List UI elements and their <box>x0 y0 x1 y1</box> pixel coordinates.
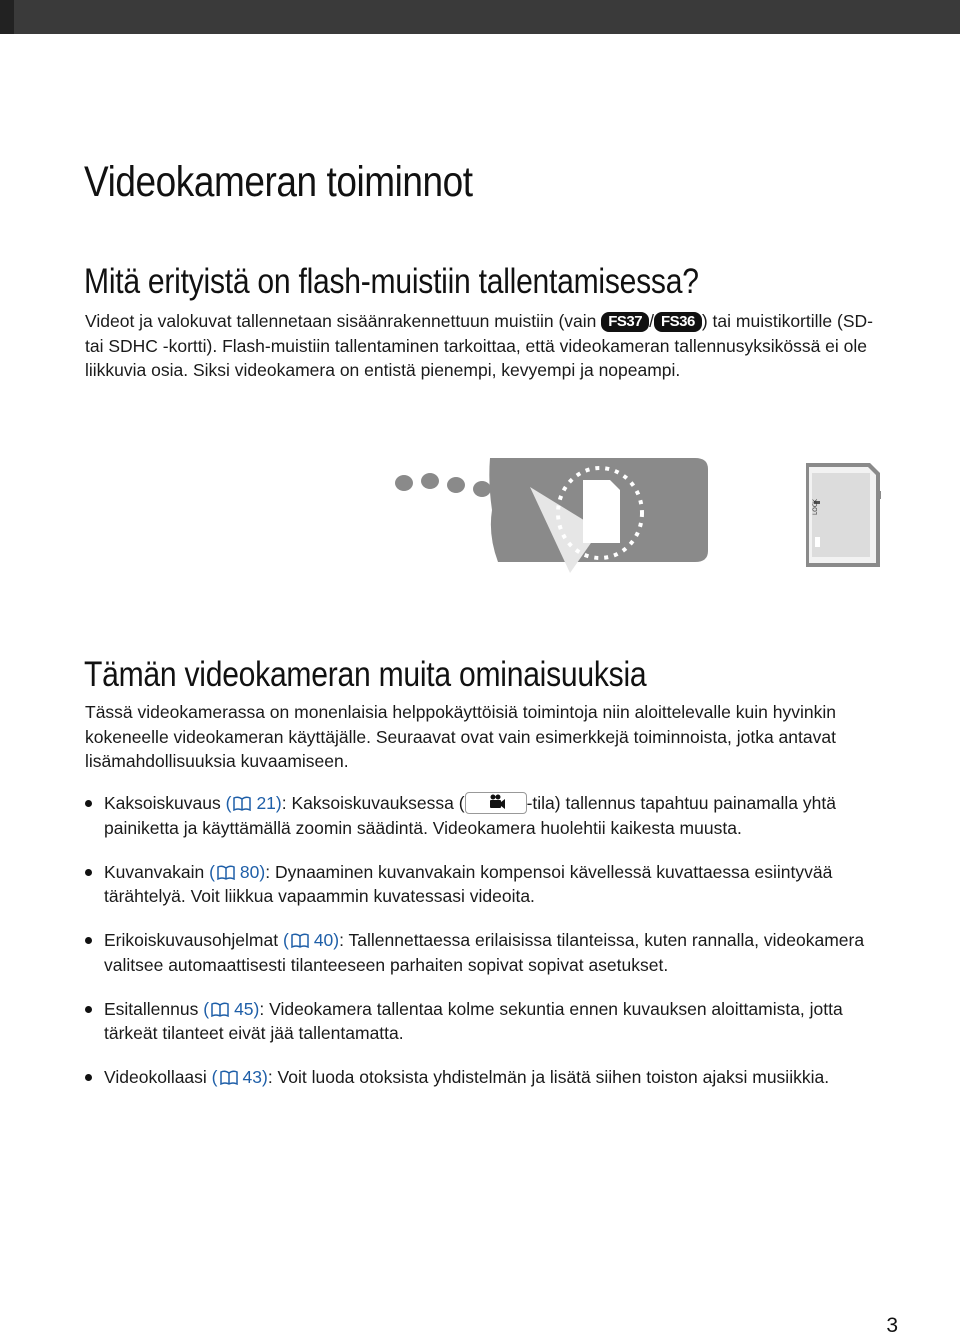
book-icon <box>233 796 251 811</box>
camcorder-to-card-graphic <box>390 455 890 575</box>
card-lock-label: LOCK <box>812 499 819 515</box>
feature-description-b: -tila) tallennus tapahtuu painamalla yhtä painiketta ja käyttämällä zoomin säädintä. Videokamera huolehtii kaikesta muusta. <box>104 793 836 838</box>
feature-list <box>85 791 895 1109</box>
list-item <box>85 1065 895 1090</box>
section-flash-memory-paragraph <box>85 309 885 383</box>
model-badge-fs37: FS37 <box>601 312 649 332</box>
book-icon <box>220 1070 238 1085</box>
feature-description: : Dynaaminen kuvanvakain kompensoi kävellessä kuvattaessa esiintyvää tärähtelyä. Voit liikkua vapaammin kuvatessasi videoita. <box>104 861 833 906</box>
bullet-icon <box>85 1074 92 1081</box>
flash-memory-illustration <box>390 455 890 580</box>
list-item <box>85 997 895 1046</box>
section-heading-other-features: Tämän videokameran muita ominaisuuksia <box>84 655 647 694</box>
book-icon <box>217 865 235 880</box>
feature-description: : Tallennettaessa erilaisissa tilanteissa, kuten rannalla, videokamera valitsee automaattisesti tilanteeseen parhaiten sopivat sopivat asetukset. <box>104 930 865 975</box>
page-title: Videokameran toiminnot <box>84 158 473 206</box>
section-features-intro: Tässä videokamerassa on monenlaisia helppokäyttöisiä toimintoja niin aloittelevalle kuin hyvinkin kokeneelle videokameran käyttäjälle. Seuraavat ovat vain esimerkkejä toiminnoista, jotka antavat lisämahdollisuuksia kuvaamiseen. <box>85 702 836 771</box>
header-corner-block <box>0 0 14 34</box>
feature-name: Erikoiskuvausohjelmat <box>104 930 279 950</box>
page-reference-link[interactable]: ( 45) <box>198 998 260 1019</box>
feature-description: : Voit luoda otoksista yhdistelmän ja lisätä siihen toiston ajaksi musiikkia. <box>267 1067 830 1087</box>
internal-memory-icon <box>583 480 620 543</box>
list-item <box>85 791 895 840</box>
paragraph-text-start: Videot ja valokuvat tallennetaan sisäänrakennettuun muistiin (vain <box>85 311 602 331</box>
sd-card-icon <box>806 463 881 567</box>
model-badge-fs36: FS36 <box>654 312 702 332</box>
page-reference-link[interactable]: ( 80) <box>204 861 266 882</box>
bullet-icon <box>85 1006 92 1013</box>
feature-description-a: : Kaksoiskuvauksessa ( <box>281 793 465 813</box>
feature-name: Kaksoiskuvaus <box>104 793 221 813</box>
list-item <box>85 928 895 977</box>
feature-name: Videokollaasi <box>104 1067 207 1087</box>
book-icon <box>291 933 309 948</box>
paragraph-text-end: ) tai muistikortille (SD- tai SDHC -kortti). Flash-muistiin tallentaminen tarkoittaa, että videokameran tallennusyksikössä ei ole liikkuvia osia. Siksi videokamera on entistä pienempi, kevyempi ja nopeampi. <box>85 311 873 380</box>
page-reference-link[interactable]: ( 21) <box>220 793 282 813</box>
dual-shot-mode-icon <box>465 792 527 814</box>
top-header-bar <box>0 0 960 34</box>
section-heading-flash-memory: Mitä erityistä on flash-muistiin tallentamisessa? <box>84 262 699 301</box>
feature-description: : Videokamera tallentaa kolme sekuntia ennen kuvauksen aloittamista, jotta tärkeät tilanteet eivät jää tallentamatta. <box>104 998 843 1043</box>
list-item <box>85 860 895 909</box>
page-reference-link[interactable]: ( 43) <box>206 1067 268 1087</box>
book-icon <box>211 1002 229 1017</box>
feature-name: Esitallennus <box>104 998 199 1019</box>
bullet-icon <box>85 937 92 944</box>
bullet-icon <box>85 800 92 807</box>
feature-name: Kuvanvakain <box>104 861 205 882</box>
badge-separator: / <box>649 311 654 331</box>
page-number: 3 <box>886 1314 898 1337</box>
page-reference-link[interactable]: ( 40) <box>278 930 340 950</box>
bullet-icon <box>85 869 92 876</box>
